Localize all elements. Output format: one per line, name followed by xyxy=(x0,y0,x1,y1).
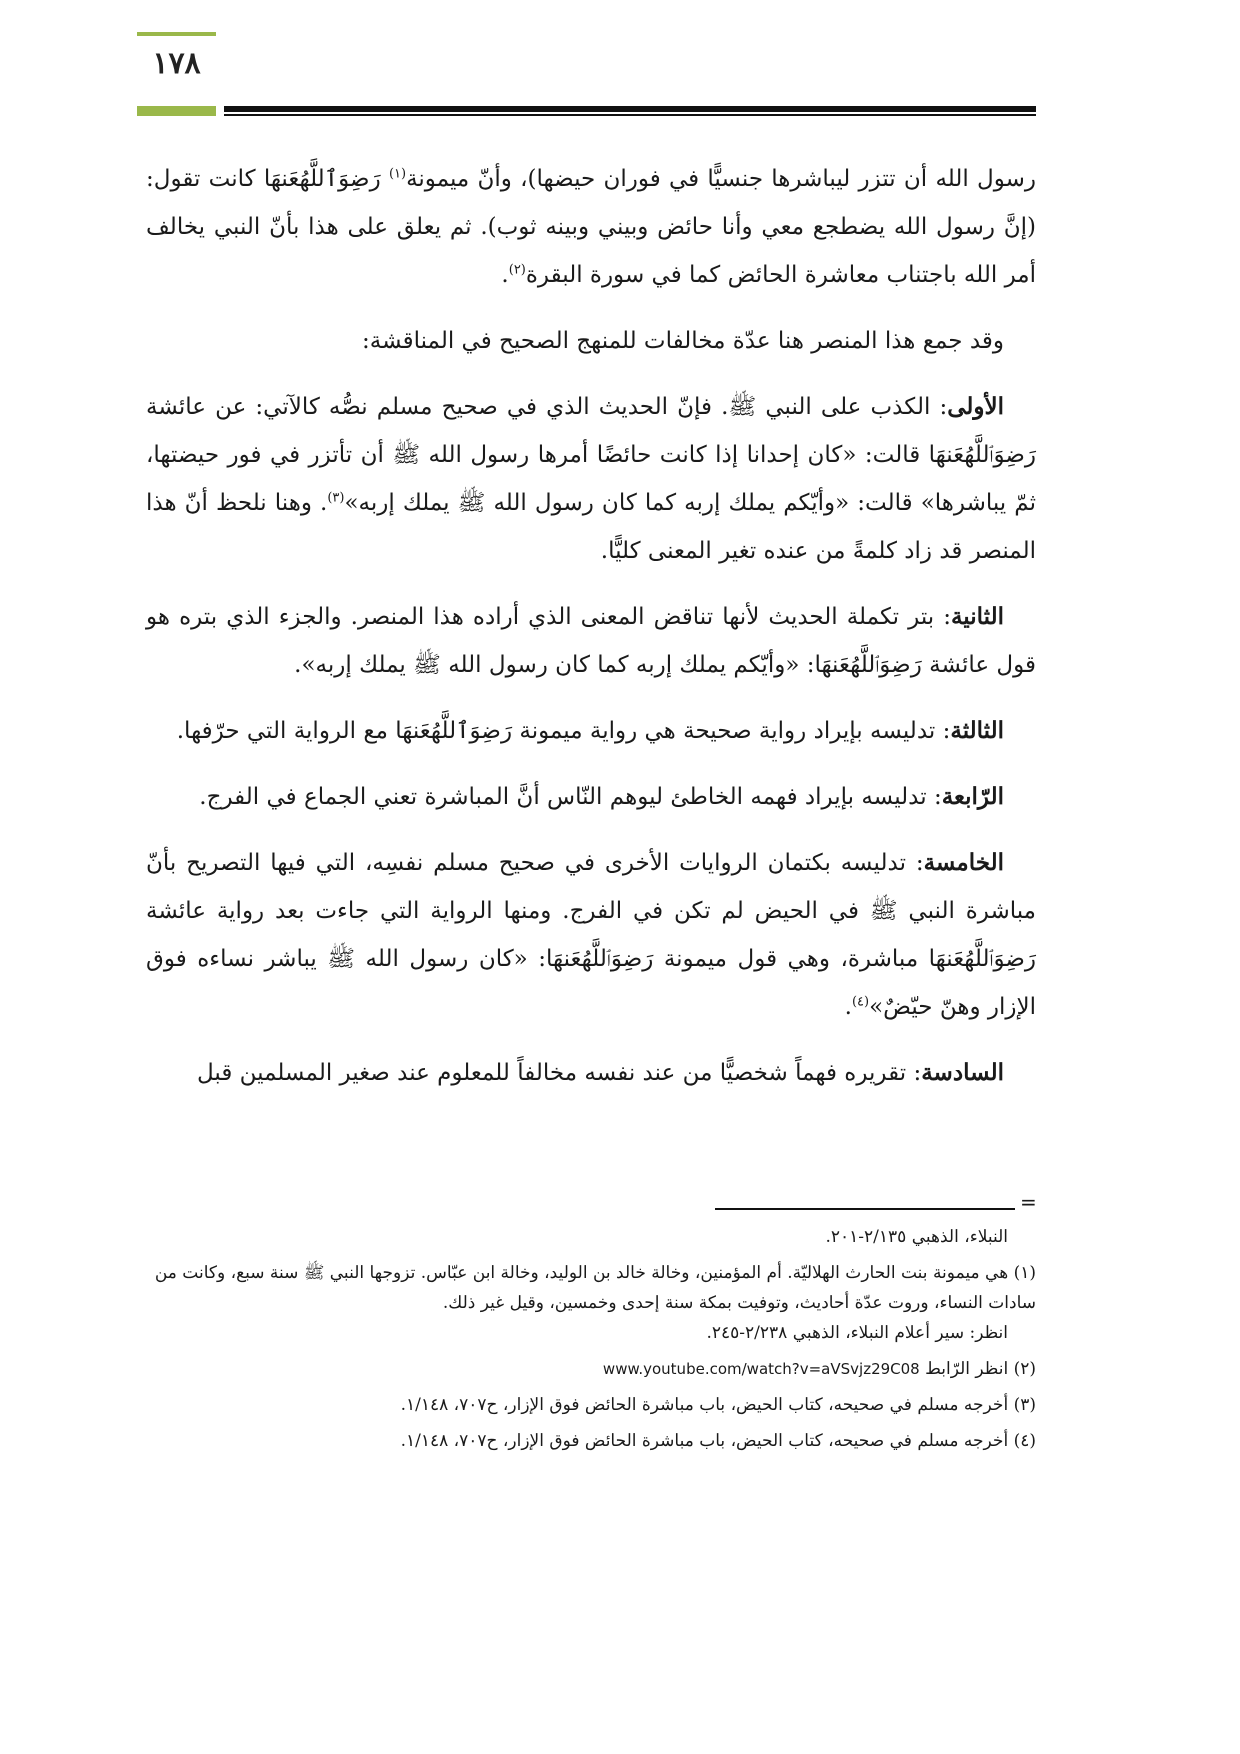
footnote-2 xyxy=(146,1354,1036,1384)
text-run: : الكذب على النبي ﷺ. فإنّ الحديث الذي في صحيح مسلم نصُّه كالآتي: عن عائشة رَضِوَٱللَّهُعَنهَا قالت: «كان إحدانا إذا كانت حائضًا أمرها رسول الله ﷺ أن تأتزر في فور حيضتها، ثمّ يباشرها» قالت: «وأيّكم يملك إربه كما كان رسول الله ﷺ يملك إربه» xyxy=(146,394,1036,516)
footnote-ref-2[interactable]: (٢) xyxy=(508,262,526,278)
header-rule xyxy=(224,106,1036,112)
text-run: : تقريره فهماً شخصيًّا من عند نفسه مخالفاً للمعلوم عند صغير المسلمين قبل xyxy=(197,1060,922,1086)
main-text xyxy=(146,155,1036,1115)
text-run: رَضِوَٱللَّهُعَنهَا كانت تقول: (إنَّ رسول الله يضطجع معي وأنا حائض وبيني وبينه ثوب). ثم يعلق على هذا بأنّ النبي يخالف أمر الله باجتناب معاشرة الحائض كما في سورة البقرة xyxy=(146,166,1036,288)
paragraph-2: وقد جمع هذا المنصر هنا عدّة مخالفات للمنهج الصحيح في المناقشة: xyxy=(362,328,1004,354)
paragraph-second xyxy=(146,593,1036,689)
text-run: : تدليسه بإيراد فهمه الخاطئ ليوهم النّاس أنَّ المباشرة تعني الجماع في الفرج. xyxy=(199,784,942,810)
footnote-2-text: (٢) انظر الرّابط xyxy=(925,1359,1036,1379)
footnote-3: (٣) أخرجه مسلم في صحيحه، كتاب الحيض، باب مباشرة الحائض فوق الإزار، ح٧٠٧، ١/١٤٨. xyxy=(400,1395,1036,1415)
text-run: . xyxy=(501,262,509,288)
paragraph-first xyxy=(146,383,1036,575)
text-run: : بتر تكملة الحديث لأنها تناقض المعنى الذي أراده هذا المنصر. والجزء الذي بتره هو قول عائشة رَضِوَٱللَّهُعَنهَا: «وأيّكم يملك إربه كما كان رسول الله ﷺ يملك إربه». xyxy=(146,604,1036,678)
paragraph-fourth xyxy=(146,773,1036,821)
point-label-fifth: الخامسة xyxy=(923,849,1004,876)
point-label-first: الأولى xyxy=(947,393,1004,420)
header-rule-thin xyxy=(224,114,1036,116)
point-label-third: الثالثة xyxy=(950,717,1004,744)
footnote-1-text: (١) هي ميمونة بنت الحارث الهلاليّة. أم المؤمنين، وخالة خالد بن الوليد، وخالة ابن عبّاس. تزوجها النبي ﷺ سنة سبع، وكانت من سادات النساء، وروت عدّة أحاديث، وتوفيت بمكة سنة إحدى وخمسين، وقيل غير ذلك. xyxy=(154,1263,1036,1313)
footnote-ref-4[interactable]: (٤) xyxy=(851,994,870,1010)
header-accent-line xyxy=(137,32,216,36)
paragraph-third xyxy=(146,707,1036,755)
header-accent-block xyxy=(137,106,216,116)
footnotes xyxy=(146,1222,1036,1462)
footnote-ref-3[interactable]: (٣) xyxy=(327,490,345,506)
text-run: : تدليسه بإيراد رواية صحيحة هي رواية ميمونة رَضِوَٱللَّهُعَنهَا مع الرواية التي حرّفها. xyxy=(176,718,951,744)
footnote-divider xyxy=(715,1208,1015,1210)
text-run: . xyxy=(844,994,852,1020)
footnote-continuation-mark: = xyxy=(1020,1190,1037,1214)
paragraph-1 xyxy=(146,155,1036,299)
point-label-second: الثانية xyxy=(950,603,1004,630)
page-number: ١٧٨ xyxy=(152,46,201,81)
footnote-2-link[interactable]: www.youtube.com/watch?v=aVSvjz29C08 xyxy=(602,1360,920,1378)
footnote-1-source: انظر: سير أعلام النبلاء، الذهبي ٢/٢٣٨-٢٤٥. xyxy=(706,1323,1008,1343)
point-label-fourth: الرّابعة xyxy=(941,783,1004,810)
footnote-continuation: النبلاء، الذهبي ٢/١٣٥-٢٠١. xyxy=(825,1227,1008,1247)
text-run: : تدليسه بكتمان الروايات الأخرى في صحيح مسلم نفسِه، التي فيها التصريح بأنّ مباشرة النبي ﷺ في الحيض لم تكن في الفرج. ومنها الرواية التي جاءت بعد رواية عائشة رَضِوَٱللَّهُعَنهَا مباشرة، وهي قول ميمونة رَضِوَٱللَّهُعَنهَا: «كان رسول الله ﷺ يباشر نساءه فوق الإزار وهنّ حيّضٌ» xyxy=(146,850,1036,1020)
footnote-4: (٤) أخرجه مسلم في صحيحه، كتاب الحيض، باب مباشرة الحائض فوق الإزار، ح٧٠٧، ١/١٤٨. xyxy=(400,1431,1036,1451)
footnote-ref-1[interactable]: (١) xyxy=(388,166,407,182)
text-run: . وهنا نلحظ أنّ هذا المنصر قد زاد كلمةً من عنده تغير المعنى كليًّا. xyxy=(146,490,1036,564)
point-label-sixth: السادسة xyxy=(921,1059,1004,1086)
footnote-1 xyxy=(146,1258,1036,1348)
paragraph-sixth xyxy=(146,1049,1036,1097)
text-run: رسول الله أن تتزر ليباشرها جنسيًّا في فوران حيضها)، وأنّ ميمونة xyxy=(406,166,1037,192)
paragraph-fifth xyxy=(146,839,1036,1031)
